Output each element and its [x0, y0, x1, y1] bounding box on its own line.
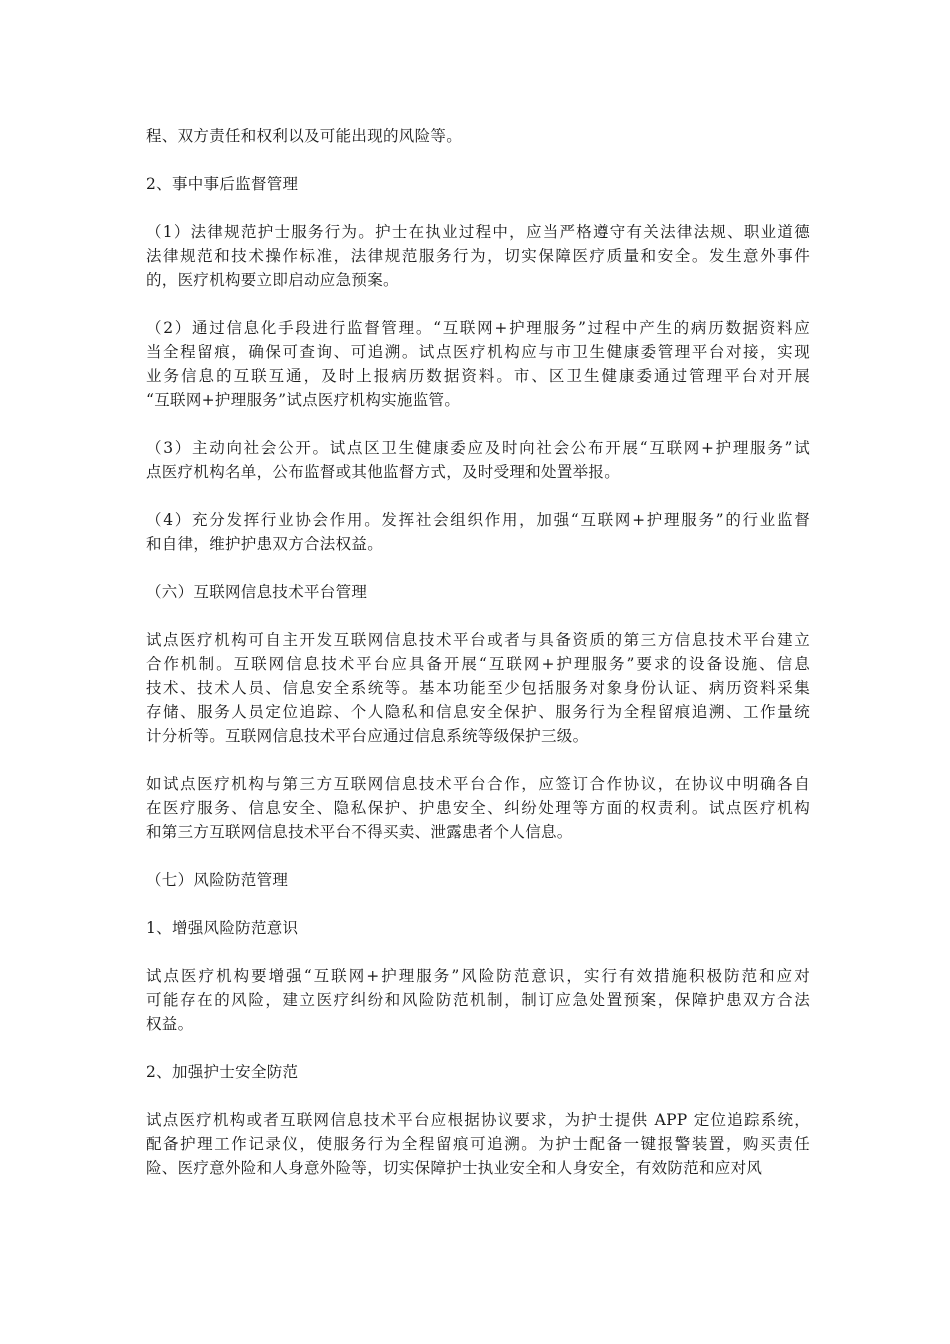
paragraph-risk-awareness [146, 964, 810, 1036]
heading-nurse-safety [146, 1060, 810, 1084]
text-line: 试点医疗机构或者互联网信息技术平台应根据协议要求，为护士提供 APP 定位追踪系统， [146, 1111, 810, 1129]
text-line: （1）法律规范护士服务行为。护士在执业过程中，应当严格遵守有关法律法规、职业道德 [146, 223, 810, 241]
text-line: 在医疗服务、信息安全、隐私保护、护患安全、纠纷处理等方面的权责利。试点医疗机构 [146, 799, 810, 817]
text-line: 配备护理工作记录仪，使服务行为全程留痕可追溯。为护士配备一键报警装置，购买责任 [146, 1135, 810, 1153]
text-line: 险、医疗意外险和人身意外险等，切实保障护士执业安全和人身安全，有效防范和应对风 [146, 1159, 763, 1177]
text-line: 存储、服务人员定位追踪、个人隐私和信息安全保护、服务行为全程留痕追溯、工作量统 [146, 703, 810, 721]
heading-text: 2、事中事后监督管理 [146, 175, 299, 193]
text-line: （2）通过信息化手段进行监督管理。“互联网+护理服务”过程中产生的病历数据资料应 [146, 319, 810, 337]
text-line: 可能存在的风险，建立医疗纠纷和风险防范机制，制订应急处置预案，保障护患双方合法 [146, 991, 810, 1009]
text-line: 权益。 [146, 1015, 194, 1033]
text-line: 法律规范和技术操作标准，法律规范服务行为，切实保障医疗质量和安全。发生意外事件 [146, 247, 810, 265]
text-line: 和第三方互联网信息技术平台不得买卖、泄露患者个人信息。 [146, 823, 573, 841]
text-line: 技术、技术人员、信息安全系统等。基本功能至少包括服务对象身份认证、病历资料采集 [146, 679, 810, 697]
heading-text: （七）风险防范管理 [146, 871, 289, 889]
heading-text: 1、增强风险防范意识 [146, 919, 299, 937]
heading-platform-management [146, 580, 810, 604]
paragraph-third-party-cooperation [146, 772, 810, 844]
paragraph-it-supervision [146, 316, 810, 412]
paragraph-platform-requirements [146, 628, 810, 748]
paragraph-legal-standards [146, 220, 810, 292]
text-line: 合作机制。互联网信息技术平台应具备开展“互联网+护理服务”要求的设备设施、信息 [146, 655, 810, 673]
paragraph-risk-continuation [146, 124, 810, 148]
heading-text: （六）互联网信息技术平台管理 [146, 583, 368, 601]
heading-risk-awareness [146, 916, 810, 940]
text-line: （3）主动向社会公开。试点区卫生健康委应及时向社会公布开展“互联网+护理服务”试 [146, 439, 810, 457]
heading-post-supervision [146, 172, 810, 196]
text-line: 和自律，维护护患双方合法权益。 [146, 535, 384, 553]
text-line: 业务信息的互联互通，及时上报病历数据资料。市、区卫生健康委通过管理平台对开展 [146, 367, 810, 385]
text-line: “互联网+护理服务”试点医疗机构实施监管。 [146, 391, 461, 409]
text-line: 的，医疗机构要立即启动应急预案。 [146, 271, 399, 289]
paragraph-public-disclosure [146, 436, 810, 484]
text-line: 试点医疗机构可自主开发互联网信息技术平台或者与具备资质的第三方信息技术平台建立 [146, 631, 810, 649]
text-line: （4）充分发挥行业协会作用。发挥社会组织作用，加强“互联网+护理服务”的行业监督 [146, 511, 810, 529]
text-line: 计分析等。互联网信息技术平台应通过信息系统等级保护三级。 [146, 727, 589, 745]
text-line: 点医疗机构名单，公布监督或其他监督方式，及时受理和处置举报。 [146, 463, 621, 481]
paragraph-nurse-safety [146, 1108, 810, 1180]
text-line: 试点医疗机构要增强“互联网+护理服务”风险防范意识，实行有效措施积极防范和应对 [146, 967, 810, 985]
paragraph-industry-association [146, 508, 810, 556]
text-line: 程、双方责任和权利以及可能出现的风险等。 [146, 127, 463, 145]
text-line: 如试点医疗机构与第三方互联网信息技术平台合作，应签订合作协议，在协议中明确各自 [146, 775, 810, 793]
heading-risk-prevention [146, 868, 810, 892]
document-page [146, 124, 810, 1204]
heading-text: 2、加强护士安全防范 [146, 1063, 299, 1081]
text-line: 当全程留痕，确保可查询、可追溯。试点医疗机构应与市卫生健康委管理平台对接，实现 [146, 343, 810, 361]
